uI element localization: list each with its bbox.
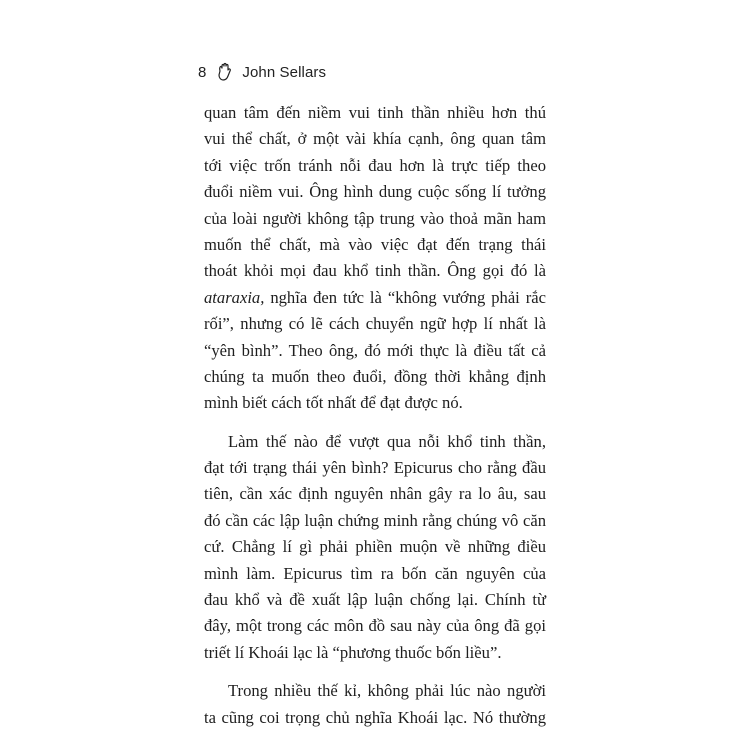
hand-glyph-icon (216, 62, 234, 82)
text-line: “yên bình”. Theo ông, đó mới thực là điều tất cả (204, 340, 546, 360)
text-line: muốn thể chất, mà vào việc đạt đến trạng thái (204, 234, 546, 254)
text-line: tới việc trốn tránh nỗi đau hơn là trực tiếp theo (204, 155, 546, 175)
text-line: vui thể chất, ở một vài khía cạnh, ông quan tâm (204, 129, 546, 149)
text-line: ta cũng coi trọng chủ nghĩa Khoái lạc. Nó thường (204, 707, 546, 727)
text-line: của loài người không tập trung vào thoả mãn ham (204, 208, 546, 228)
text-line: Trong nhiều thế kỉ, không phải lúc nào người (228, 681, 546, 701)
text-line: đạt tới trạng thái yên bình? Epicurus cho rằng đầu (204, 458, 546, 478)
text-line: tiên, cần xác định nguyên nhân gây ra lo âu, sau (204, 484, 546, 504)
text-line: Làm thế nào để vượt qua nỗi khổ tinh thần, (228, 431, 546, 451)
text-line: thoát khỏi mọi đau khổ tinh thần. Ông gọi đó là (204, 261, 546, 281)
author-name: John Sellars (242, 63, 327, 81)
text-line: rối”, nhưng có lẽ cách chuyển ngữ hợp lí nhất là (204, 314, 546, 334)
text-line: triết lí Khoái lạc là “phương thuốc bốn liều”. (204, 642, 502, 662)
text-line: đau khổ và đề xuất lập luận chống lại. Chính từ (204, 590, 546, 610)
text-line (204, 285, 546, 311)
text-line: quan tâm đến niềm vui tinh thần nhiều hơn thú (204, 103, 546, 122)
text-line: đó cần các lập luận chứng minh rằng chúng vô căn (204, 510, 546, 530)
paragraph-2 (204, 429, 546, 667)
running-header (198, 62, 326, 82)
text-line: đuổi niềm vui. Ông hình dung cuộc sống lí tưởng (204, 182, 546, 202)
paragraph-1 (204, 100, 546, 417)
text-fragment: nghĩa đen tức là “không vướng phải rắc (270, 287, 546, 307)
paragraph-3 (204, 678, 546, 731)
text-line: mình biết cách tốt nhất để đạt được nó. (204, 393, 463, 413)
body-text (204, 100, 546, 731)
italic-term: ataraxia, (204, 287, 265, 307)
text-line: đây, một trong các môn đồ sau này của ông đã gọi (204, 616, 546, 636)
text-line: mình làm. Epicurus tìm ra bốn căn nguyên của (204, 563, 546, 583)
page-number: 8 (198, 63, 207, 81)
text-line: chúng ta muốn theo đuổi, đồng thời khẳng định (204, 366, 546, 386)
text-line: cứ. Chẳng lí gì phải phiền muộn về những điều (204, 537, 546, 557)
